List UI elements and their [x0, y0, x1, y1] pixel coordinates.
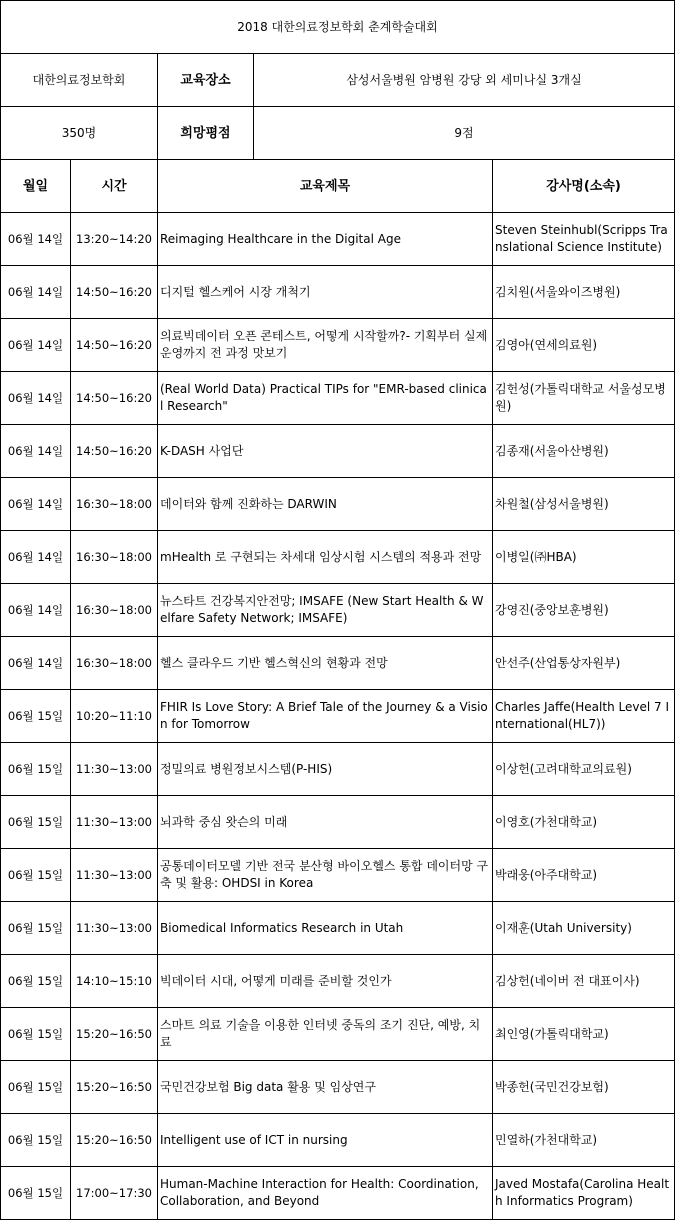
table-row: [1, 319, 675, 372]
row-speaker: 민열하(가천대학교): [493, 1114, 675, 1167]
row-time: 11:30~13:00: [71, 902, 158, 955]
row-date: 06월 15일: [1, 849, 71, 902]
table-row: [1, 425, 675, 478]
row-speaker: 최인영(가톨릭대학교): [493, 1008, 675, 1061]
points-label: 희망평점: [158, 107, 254, 160]
row-title: Intelligent use of ICT in nursing: [158, 1114, 493, 1167]
capacity-cell: 350명: [1, 107, 158, 160]
header-row: [1, 160, 675, 213]
row-time: 14:50~16:20: [71, 372, 158, 425]
table-row: [1, 1061, 675, 1114]
row-date: 06월 14일: [1, 584, 71, 637]
row-time: 17:00~17:30: [71, 1167, 158, 1220]
row-date: 06월 15일: [1, 796, 71, 849]
row-title: 빅데이터 시대, 어떻게 미래를 준비할 것인가: [158, 955, 493, 1008]
table-row: [1, 849, 675, 902]
table-row: [1, 531, 675, 584]
row-date: 06월 14일: [1, 213, 71, 266]
table-row: [1, 955, 675, 1008]
row-time: 11:30~13:00: [71, 849, 158, 902]
header-time: 시간: [71, 160, 158, 213]
row-speaker: 강영진(중앙보훈병원): [493, 584, 675, 637]
row-title: 스마트 의료 기술을 이용한 인터넷 중독의 조기 진단, 예방, 치료: [158, 1008, 493, 1061]
row-date: 06월 14일: [1, 266, 71, 319]
location-row: [1, 54, 675, 107]
table-row: [1, 266, 675, 319]
row-time: 14:50~16:20: [71, 319, 158, 372]
points-value: 9점: [254, 107, 675, 160]
row-date: 06월 15일: [1, 1008, 71, 1061]
row-speaker: 이영호(가천대학교): [493, 796, 675, 849]
row-title: Biomedical Informatics Research in Utah: [158, 902, 493, 955]
row-date: 06월 15일: [1, 902, 71, 955]
row-time: 14:50~16:20: [71, 425, 158, 478]
row-date: 06월 14일: [1, 637, 71, 690]
table-row: [1, 637, 675, 690]
row-speaker: 박종헌(국민건강보험): [493, 1061, 675, 1114]
row-title: (Real World Data) Practical TIPs for "EMR-based clinical Research": [158, 372, 493, 425]
row-speaker: 김종재(서울아산병원): [493, 425, 675, 478]
row-time: 16:30~18:00: [71, 637, 158, 690]
row-date: 06월 14일: [1, 531, 71, 584]
table-row: [1, 743, 675, 796]
row-title: mHealth 로 구현되는 차세대 임상시험 시스템의 적용과 전망: [158, 531, 493, 584]
row-time: 15:20~16:50: [71, 1008, 158, 1061]
row-title: Human-Machine Interaction for Health: Coordination, Collaboration, and Beyond: [158, 1167, 493, 1220]
row-time: 11:30~13:00: [71, 796, 158, 849]
location-label: 교육장소: [158, 54, 254, 107]
row-title: 정밀의료 병원정보시스템(P-HIS): [158, 743, 493, 796]
row-time: 15:20~16:50: [71, 1061, 158, 1114]
row-time: 16:30~18:00: [71, 584, 158, 637]
event-title: 2018 대한의료정보학회 춘계학술대회: [1, 1, 675, 54]
row-title: 디지털 헬스케어 시장 개척기: [158, 266, 493, 319]
row-speaker: Steven Steinhubl(Scripps Translational Science Institute): [493, 213, 675, 266]
row-speaker: 이재훈(Utah University): [493, 902, 675, 955]
row-title: 의료빅데이터 오픈 콘테스트, 어떻게 시작할까?- 기획부터 실제 운영까지 전 과정 맛보기: [158, 319, 493, 372]
table-row: [1, 796, 675, 849]
row-date: 06월 14일: [1, 372, 71, 425]
row-speaker: 김헌성(가톨릭대학교 서울성모병원): [493, 372, 675, 425]
row-speaker: 김치원(서울와이즈병원): [493, 266, 675, 319]
row-speaker: Javed Mostafa(Carolina Health Informatics Program): [493, 1167, 675, 1220]
row-title: K-DASH 사업단: [158, 425, 493, 478]
row-date: 06월 15일: [1, 1167, 71, 1220]
row-speaker: 이병일(㈜HBA): [493, 531, 675, 584]
row-time: 13:20~14:20: [71, 213, 158, 266]
row-date: 06월 15일: [1, 955, 71, 1008]
row-title: 공통데이터모델 기반 전국 분산형 바이오헬스 통합 데이터망 구축 및 활용: OHDSI in Korea: [158, 849, 493, 902]
row-date: 06월 14일: [1, 425, 71, 478]
table-row: [1, 1114, 675, 1167]
table-row: [1, 1008, 675, 1061]
capacity-row: [1, 107, 675, 160]
row-speaker: 김상헌(네이버 전 대표이사): [493, 955, 675, 1008]
row-time: 15:20~16:50: [71, 1114, 158, 1167]
header-speaker: 강사명(소속): [493, 160, 675, 213]
row-time: 14:50~16:20: [71, 266, 158, 319]
row-speaker: 차원철(삼성서울병원): [493, 478, 675, 531]
row-time: 10:20~11:10: [71, 690, 158, 743]
row-date: 06월 15일: [1, 1061, 71, 1114]
row-speaker: 김영아(연세의료원): [493, 319, 675, 372]
row-time: 16:30~18:00: [71, 478, 158, 531]
table-row: [1, 584, 675, 637]
row-time: 11:30~13:00: [71, 743, 158, 796]
table-row: [1, 213, 675, 266]
row-date: 06월 14일: [1, 478, 71, 531]
row-speaker: 안선주(산업통상자원부): [493, 637, 675, 690]
header-title: 교육제목: [158, 160, 493, 213]
row-title: 국민건강보험 Big data 활용 및 임상연구: [158, 1061, 493, 1114]
row-speaker: Charles Jaffe(Health Level 7 International(HL7)): [493, 690, 675, 743]
title-row: [1, 1, 675, 54]
row-time: 14:10~15:10: [71, 955, 158, 1008]
table-row: [1, 478, 675, 531]
row-date: 06월 14일: [1, 319, 71, 372]
row-title: 뇌과학 중심 왓슨의 미래: [158, 796, 493, 849]
row-date: 06월 15일: [1, 690, 71, 743]
row-date: 06월 15일: [1, 1114, 71, 1167]
header-date: 월일: [1, 160, 71, 213]
location-value: 삼성서울병원 암병원 강당 외 세미나실 3개실: [254, 54, 675, 107]
row-speaker: 박래웅(아주대학교): [493, 849, 675, 902]
row-title: 데이터와 함께 진화하는 DARWIN: [158, 478, 493, 531]
row-title: Reimaging Healthcare in the Digital Age: [158, 213, 493, 266]
table-row: [1, 902, 675, 955]
row-title: 헬스 클라우드 기반 헬스혁신의 현황과 전망: [158, 637, 493, 690]
organizer-cell: 대한의료정보학회: [1, 54, 158, 107]
table-row: [1, 690, 675, 743]
table-row: [1, 372, 675, 425]
table-row: [1, 1167, 675, 1220]
row-title: 뉴스타트 건강복지안전망; IMSAFE (New Start Health & Welfare Safety Network; IMSAFE): [158, 584, 493, 637]
row-title: FHIR Is Love Story: A Brief Tale of the Journey & a Vision for Tomorrow: [158, 690, 493, 743]
row-speaker: 이상헌(고려대학교의료원): [493, 743, 675, 796]
row-date: 06월 15일: [1, 743, 71, 796]
row-time: 16:30~18:00: [71, 531, 158, 584]
